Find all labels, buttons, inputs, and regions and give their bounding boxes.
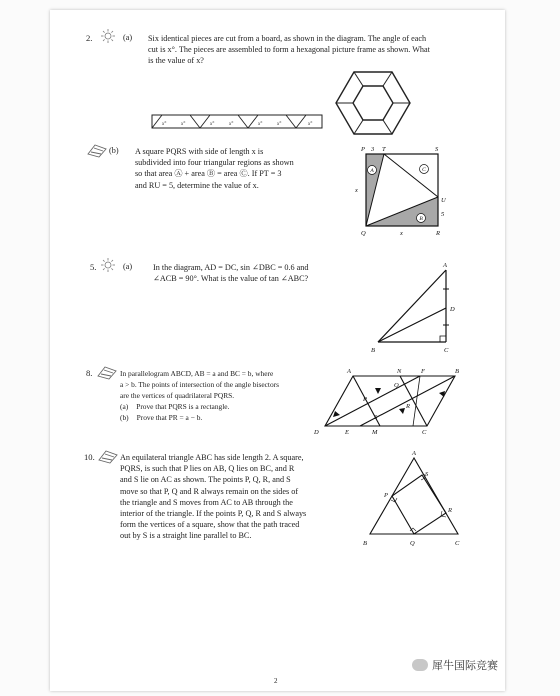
text-line: subdivided into four triangular regions as shown	[135, 158, 294, 168]
hand-pencil-icon	[97, 448, 119, 464]
square-pqrs-diagram	[354, 142, 454, 244]
label-A: A	[443, 262, 447, 269]
label-S: S	[435, 146, 439, 153]
label-C: C	[422, 429, 427, 436]
region-C-label: C	[422, 167, 426, 173]
text-line: interior of the triangle. If the points P, Q, R and S always	[120, 509, 307, 519]
label-F: F	[421, 368, 425, 375]
wechat-icon	[412, 659, 428, 671]
angle-label: x°	[277, 122, 282, 127]
problem-5a-label: (a)	[123, 262, 133, 271]
text-line: form the vertices of a square, show that the path traced	[120, 520, 300, 530]
label-U: U	[441, 197, 446, 204]
problem-10-text	[120, 452, 355, 542]
label-M: M	[372, 429, 378, 436]
problem-2b-text	[135, 146, 340, 191]
label-P: P	[363, 396, 367, 403]
text-line: An equilateral triangle ABC has side length 2. A square,	[120, 453, 304, 462]
problem-2a-text	[148, 33, 478, 67]
label-P: P	[384, 492, 388, 499]
problem-5a-text	[153, 262, 363, 284]
hand-pencil-icon	[86, 142, 108, 158]
subpart-label: (a)	[120, 402, 129, 411]
subpart-label: (b)	[120, 413, 129, 422]
label-x-left: x	[355, 187, 358, 194]
label-R: R	[448, 507, 452, 514]
label-S: S	[425, 471, 429, 478]
label-x-bottom: x	[400, 230, 403, 237]
text-line: out by S is a straight line parallel to BC.	[120, 531, 252, 541]
text-line: In parallelogram ABCD, AB = a and BC = b, where	[120, 369, 274, 378]
text-line: ∠ACB = 90°. What is the value of tan ∠ABC?	[153, 274, 309, 284]
watermark	[412, 657, 498, 673]
label-N: N	[397, 368, 402, 375]
text-line: are the vertices of quadrilateral PQRS.	[120, 391, 235, 400]
region-B-label: B	[419, 216, 423, 222]
text-line: Six identical pieces are cut from a board, as shown in the diagram. The angle of each	[148, 34, 427, 43]
label-3: 3	[371, 146, 375, 153]
label-B: B	[363, 540, 367, 547]
text-line: and S lie on AC as shown. The points P, Q, R, and S	[120, 475, 291, 485]
text-line: PQRS, is such that P lies on AB, Q lies on BC, and R	[120, 464, 295, 474]
text-line: the triangle and S moves from AC to AB through the	[120, 497, 293, 507]
watermark-text: 犀牛国际竞赛	[432, 659, 498, 672]
label-D: D	[450, 306, 455, 313]
label-D: D	[314, 429, 319, 436]
triangle-abc-diagram	[366, 258, 462, 358]
label-R: R	[406, 403, 410, 410]
text-line: In the diagram, AD = DC, sin ∠DBC = 0.6 and	[153, 263, 309, 272]
angle-label: x°	[181, 122, 186, 127]
label-B: B	[455, 368, 459, 375]
label-P: P	[361, 146, 365, 153]
label-Q: Q	[410, 540, 415, 547]
hand-pencil-icon	[96, 364, 118, 380]
label-E: E	[345, 429, 349, 436]
board-diagram	[150, 112, 326, 132]
angle-label: x°	[229, 122, 234, 127]
problem-2-number: 2.	[86, 33, 93, 43]
text-line: is the value of x?	[148, 56, 204, 66]
lightbulb-icon	[100, 257, 116, 273]
label-Q: Q	[394, 382, 399, 389]
angle-label: x°	[258, 122, 263, 127]
label-C: C	[455, 540, 460, 547]
label-A: A	[412, 450, 416, 457]
lightbulb-icon	[100, 28, 116, 44]
subpart-b	[120, 412, 320, 423]
text-line: cut is x°. The pieces are assembled to form a hexagonal picture frame as shown. What	[148, 45, 430, 55]
region-A-label: A	[370, 168, 374, 174]
problem-8-text	[120, 368, 320, 423]
label-R: R	[436, 230, 440, 237]
label-S: S	[374, 414, 378, 421]
text-line: a > b. The points of intersection of the angle bisectors	[120, 380, 279, 389]
angle-label: x°	[162, 122, 167, 127]
text-line: move so that P, Q and R always remain on the sides of	[120, 486, 299, 496]
problem-2a-label: (a)	[123, 33, 133, 42]
label-Q: Q	[361, 230, 366, 237]
subpart-a	[120, 401, 320, 412]
text-line: A square PQRS with side of length x is	[135, 147, 264, 156]
subpart-text: Prove that PR = a − b.	[136, 413, 203, 422]
label-C: C	[444, 347, 449, 354]
text-line: so that area Ⓐ + area Ⓑ = area Ⓒ. If PT = 3	[135, 169, 282, 179]
label-T: T	[382, 146, 386, 153]
problem-2b-label: (b)	[109, 146, 119, 155]
label-B: B	[371, 347, 375, 354]
problem-10-number: 10.	[84, 452, 95, 462]
problem-8-number: 8.	[86, 368, 93, 378]
equilateral-triangle-square-diagram	[358, 448, 464, 554]
label-5: 5	[441, 211, 445, 218]
hexagon-frame-diagram	[335, 70, 411, 136]
parallelogram-abcd-diagram	[305, 362, 465, 438]
problem-5-number: 5.	[90, 262, 97, 272]
angle-label: x°	[210, 122, 215, 127]
subpart-text: Prove that PQRS is a rectangle.	[136, 402, 230, 411]
angle-label: x°	[308, 122, 313, 127]
text-line: and RU = 5, determine the value of x.	[135, 180, 259, 190]
page-number: 2	[274, 677, 278, 685]
label-A: A	[347, 368, 351, 375]
